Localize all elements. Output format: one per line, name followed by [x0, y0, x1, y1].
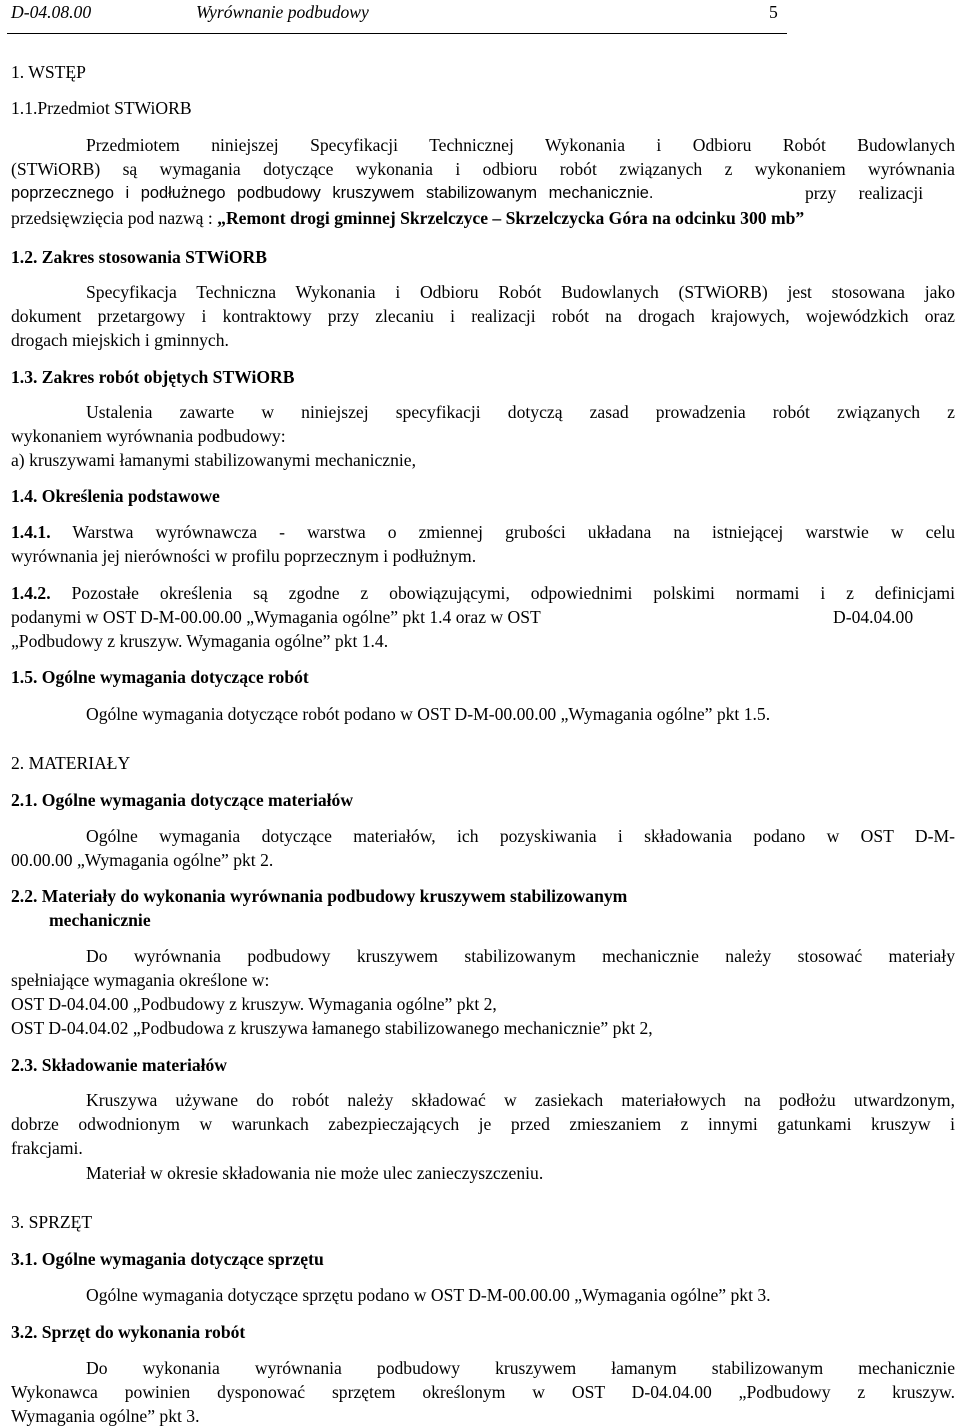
paragraph-line: podanymi w OST D-M-00.00.00 „Wymagania ogólne” pkt 1.4 oraz w OST	[11, 607, 541, 627]
list-item: OST D-04.04.02 „Podbudowa z kruszywa łamanego stabilizowanego mechanicznie” pkt 2,	[11, 1018, 653, 1038]
header-page-number: 5	[769, 2, 778, 22]
header-code: D-04.08.00	[11, 2, 92, 22]
paragraph-line: 00.00.00 „Wymagania ogólne” pkt 2.	[11, 850, 274, 870]
list-item: a) kruszywami łamanymi stabilizowanymi mechanicznie,	[11, 450, 417, 470]
paragraph-line: „Podbudowy z kruszyw. Wymagania ogólne” pkt 1.4.	[11, 631, 389, 651]
paragraph-line: poprzecznego i podłużnego podbudowy kruszywem stabilizowanym mechanicznie.	[11, 184, 654, 202]
paragraph-line: frakcjami.	[11, 1138, 83, 1158]
paragraph-line: (STWiORB) są wymagania dotyczące wykonania i odbioru robót związanych z wykonaniem wyrównania	[11, 159, 955, 179]
subsection-heading: 1.2. Zakres stosowania STWiORB	[11, 247, 267, 267]
paragraph-line: drogach miejskich i gminnych.	[11, 330, 229, 350]
paragraph-line: 1.4.2. Pozostałe określenia są zgodne z obowiązującymi, odpowiednimi polskimi normami i z definicjami	[11, 583, 955, 603]
subsection-heading: 2.3. Składowanie materiałów	[11, 1055, 228, 1075]
paragraph-line: Wykonawca powinien dysponować sprzętem określonym w OST D-04.04.00 „Podbudowy z kruszyw.	[11, 1382, 955, 1402]
definition-number: 1.4.2.	[11, 583, 51, 603]
subsection-heading: 2.1. Ogólne wymagania dotyczące materiałów	[11, 790, 354, 810]
paragraph-line: dokument przetargowy i kontraktowy przy zlecaniu i realizacji robót na drogach krajowych, wojewódzkich oraz	[11, 306, 955, 326]
paragraph-line: Przedmiotem niniejszej Specyfikacji Technicznej Wykonania i Odbioru Robót Budowlanych	[86, 135, 955, 155]
subsection-heading: 1.1.Przedmiot STWiORB	[11, 98, 192, 118]
paragraph-line: Ustalenia zawarte w niniejszej specyfikacji dotyczą zasad prowadzenia robót związanych z	[86, 402, 955, 422]
paragraph-line: Ogólne wymagania dotyczące robót podano w OST D-M-00.00.00 „Wymagania ogólne” pkt 1.5.	[86, 704, 771, 724]
subsection-heading: 1.3. Zakres robót objętych STWiORB	[11, 367, 295, 387]
list-item: OST D-04.04.00 „Podbudowy z kruszyw. Wymagania ogólne” pkt 2,	[11, 994, 497, 1014]
paragraph-line: 1.4.1. Warstwa wyrównawcza - warstwa o zmiennej grubości układana na istniejącej warstwie w celu	[11, 522, 955, 542]
subsection-heading: 1.5. Ogólne wymagania dotyczące robót	[11, 667, 309, 687]
paragraph-line: Ogólne wymagania dotyczące materiałów, ich pozyskiwania i składowania podano w OST D-M-	[86, 826, 955, 846]
project-name: „Remont drogi gminnej Skrzelczyce – Skrzelczycka Góra na odcinku 300 mb”	[217, 208, 805, 228]
section-heading: 2. MATERIAŁY	[11, 753, 131, 773]
paragraph-line: przy realizacji	[805, 183, 924, 203]
header-rule	[7, 33, 787, 34]
header-title: Wyrównanie podbudowy	[196, 2, 369, 22]
paragraph-line: Do wykonania wyrównania podbudowy kruszywem łamanym stabilizowanym mechanicznie	[86, 1358, 955, 1378]
paragraph-line: Specyfikacja Techniczna Wykonania i Odbioru Robót Budowlanych (STWiORB) jest stosowana jako	[86, 282, 955, 302]
paragraph-line: D-04.04.00	[833, 607, 914, 627]
definition-number: 1.4.1.	[11, 522, 51, 542]
paragraph-line: Ogólne wymagania dotyczące sprzętu podano w OST D-M-00.00.00 „Wymagania ogólne” pkt 3.	[86, 1285, 771, 1305]
paragraph-line: wykonaniem wyrównania podbudowy:	[11, 426, 286, 446]
paragraph-line: spełniające wymagania określone w:	[11, 970, 270, 990]
paragraph-line: Do wyrównania podbudowy kruszywem stabilizowanym mechanicznie należy stosować materiały	[86, 946, 955, 966]
paragraph-line: dobrze odwodnionym w warunkach zabezpieczających je przed zmieszaniem z innymi gatunkami kruszyw i	[11, 1114, 955, 1134]
subsection-heading: mechanicznie	[49, 910, 151, 930]
paragraph-line: Kruszywa używane do robót należy składować w zasiekach materiałowych na podłożu utwardzonym,	[86, 1090, 955, 1110]
paragraph-line: wyrównania jej nierówności w profilu poprzecznym i podłużnym.	[11, 546, 477, 566]
paragraph-line: przedsięwzięcia pod nazwą : „Remont drogi gminnej Skrzelczyce – Skrzelczycka Góra na odcinku 300 mb”	[11, 208, 805, 228]
subsection-heading: 2.2. Materiały do wykonania wyrównania podbudowy kruszywem stabilizowanym	[11, 886, 628, 906]
paragraph-line: Wymagania ogólne” pkt 3.	[11, 1406, 200, 1426]
subsection-heading: 1.4. Określenia podstawowe	[11, 486, 220, 506]
subsection-heading: 3.2. Sprzęt do wykonania robót	[11, 1322, 246, 1342]
section-heading: 1. WSTĘP	[11, 62, 86, 82]
subsection-heading: 3.1. Ogólne wymagania dotyczące sprzętu	[11, 1249, 324, 1269]
section-heading: 3. SPRZĘT	[11, 1212, 93, 1232]
paragraph-line: Materiał w okresie składowania nie może ulec zanieczyszczeniu.	[86, 1163, 544, 1183]
